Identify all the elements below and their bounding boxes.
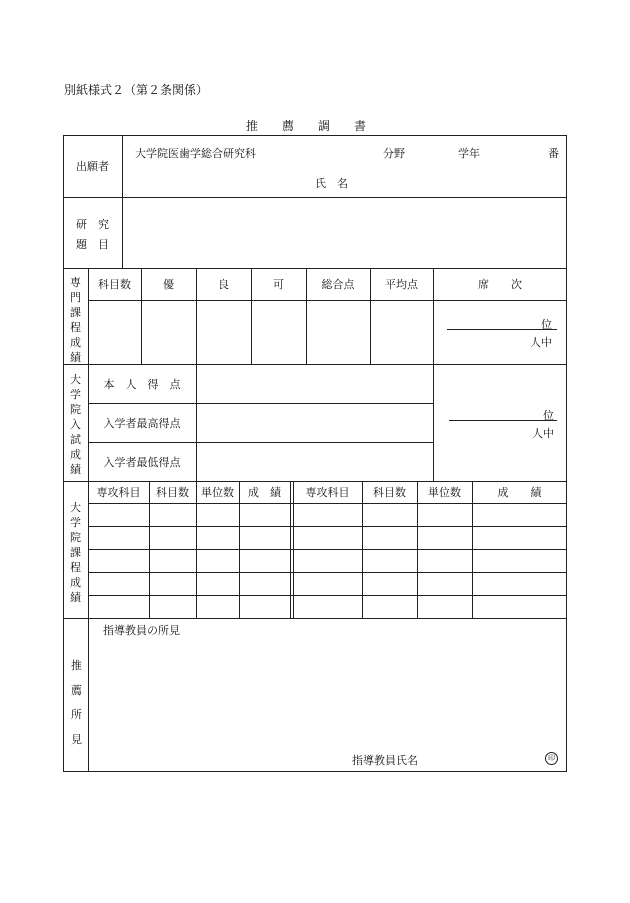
header-credits: 単位数 [201, 486, 234, 499]
header-pass: 可 [273, 278, 284, 291]
advisor-opinion-label: 指導教員の所見 [103, 624, 180, 637]
school-name: 大学院医歯学総合研究科 [135, 147, 256, 160]
research-label-2: 題 目 [76, 238, 109, 251]
exam-rank-position-label: 位 [543, 409, 554, 422]
field-label: 分野 [383, 147, 405, 160]
name-label: 氏 名 [315, 177, 348, 190]
header-total-score: 総合点 [321, 278, 355, 291]
recommendation-label: 推薦所見 [71, 659, 82, 746]
form-label: 別紙様式２（第２条関係） [64, 83, 209, 97]
specialized-grades-label: 専 門 課 程 成 績 [70, 276, 81, 364]
header-rank: 席 次 [478, 278, 522, 291]
header-course-count-2: 科目数 [373, 486, 406, 499]
header-average-score: 平均点 [385, 278, 418, 291]
header-grade: 成 績 [248, 486, 281, 499]
advisor-name-label: 指導教員氏名 [352, 754, 418, 767]
exam-lowest-score: 入学者最低得点 [103, 455, 181, 469]
applicant-label: 出願者 [76, 160, 109, 173]
header-excellent: 優 [163, 278, 174, 291]
header-major-subject: 専攻科目 [96, 486, 141, 499]
exam-rank-of-label: 人中 [532, 427, 554, 440]
graduate-courses-label: 大 学 院 課 程 成 績 [70, 501, 81, 604]
header-grade-2: 成 績 [497, 486, 542, 499]
rank-of-label: 人中 [530, 336, 552, 349]
rank-position-label: 位 [541, 318, 552, 331]
exam-rank-underline [449, 420, 557, 421]
document-title: 推 薦 調 書 [246, 119, 367, 133]
advisor-opinion-field[interactable] [89, 640, 566, 745]
year-label: 学年 [458, 147, 480, 160]
header-credits-2: 単位数 [428, 486, 461, 499]
exam-own-score: 本 人 得 点 [103, 377, 181, 391]
entrance-exam-label: 大 学 院 入 試 成 績 [70, 373, 81, 476]
header-major-subject-2: 専攻科目 [305, 486, 350, 499]
research-topic-field[interactable] [123, 198, 566, 267]
research-label-1: 研 究 [76, 218, 109, 231]
header-good: 良 [218, 278, 229, 291]
header-subject-count: 科目数 [98, 278, 131, 291]
exam-highest-score: 入学者最高得点 [103, 416, 181, 430]
number-label: 番 [548, 147, 559, 160]
header-course-count: 科目数 [156, 486, 189, 499]
seal-icon: 印 [545, 752, 558, 765]
